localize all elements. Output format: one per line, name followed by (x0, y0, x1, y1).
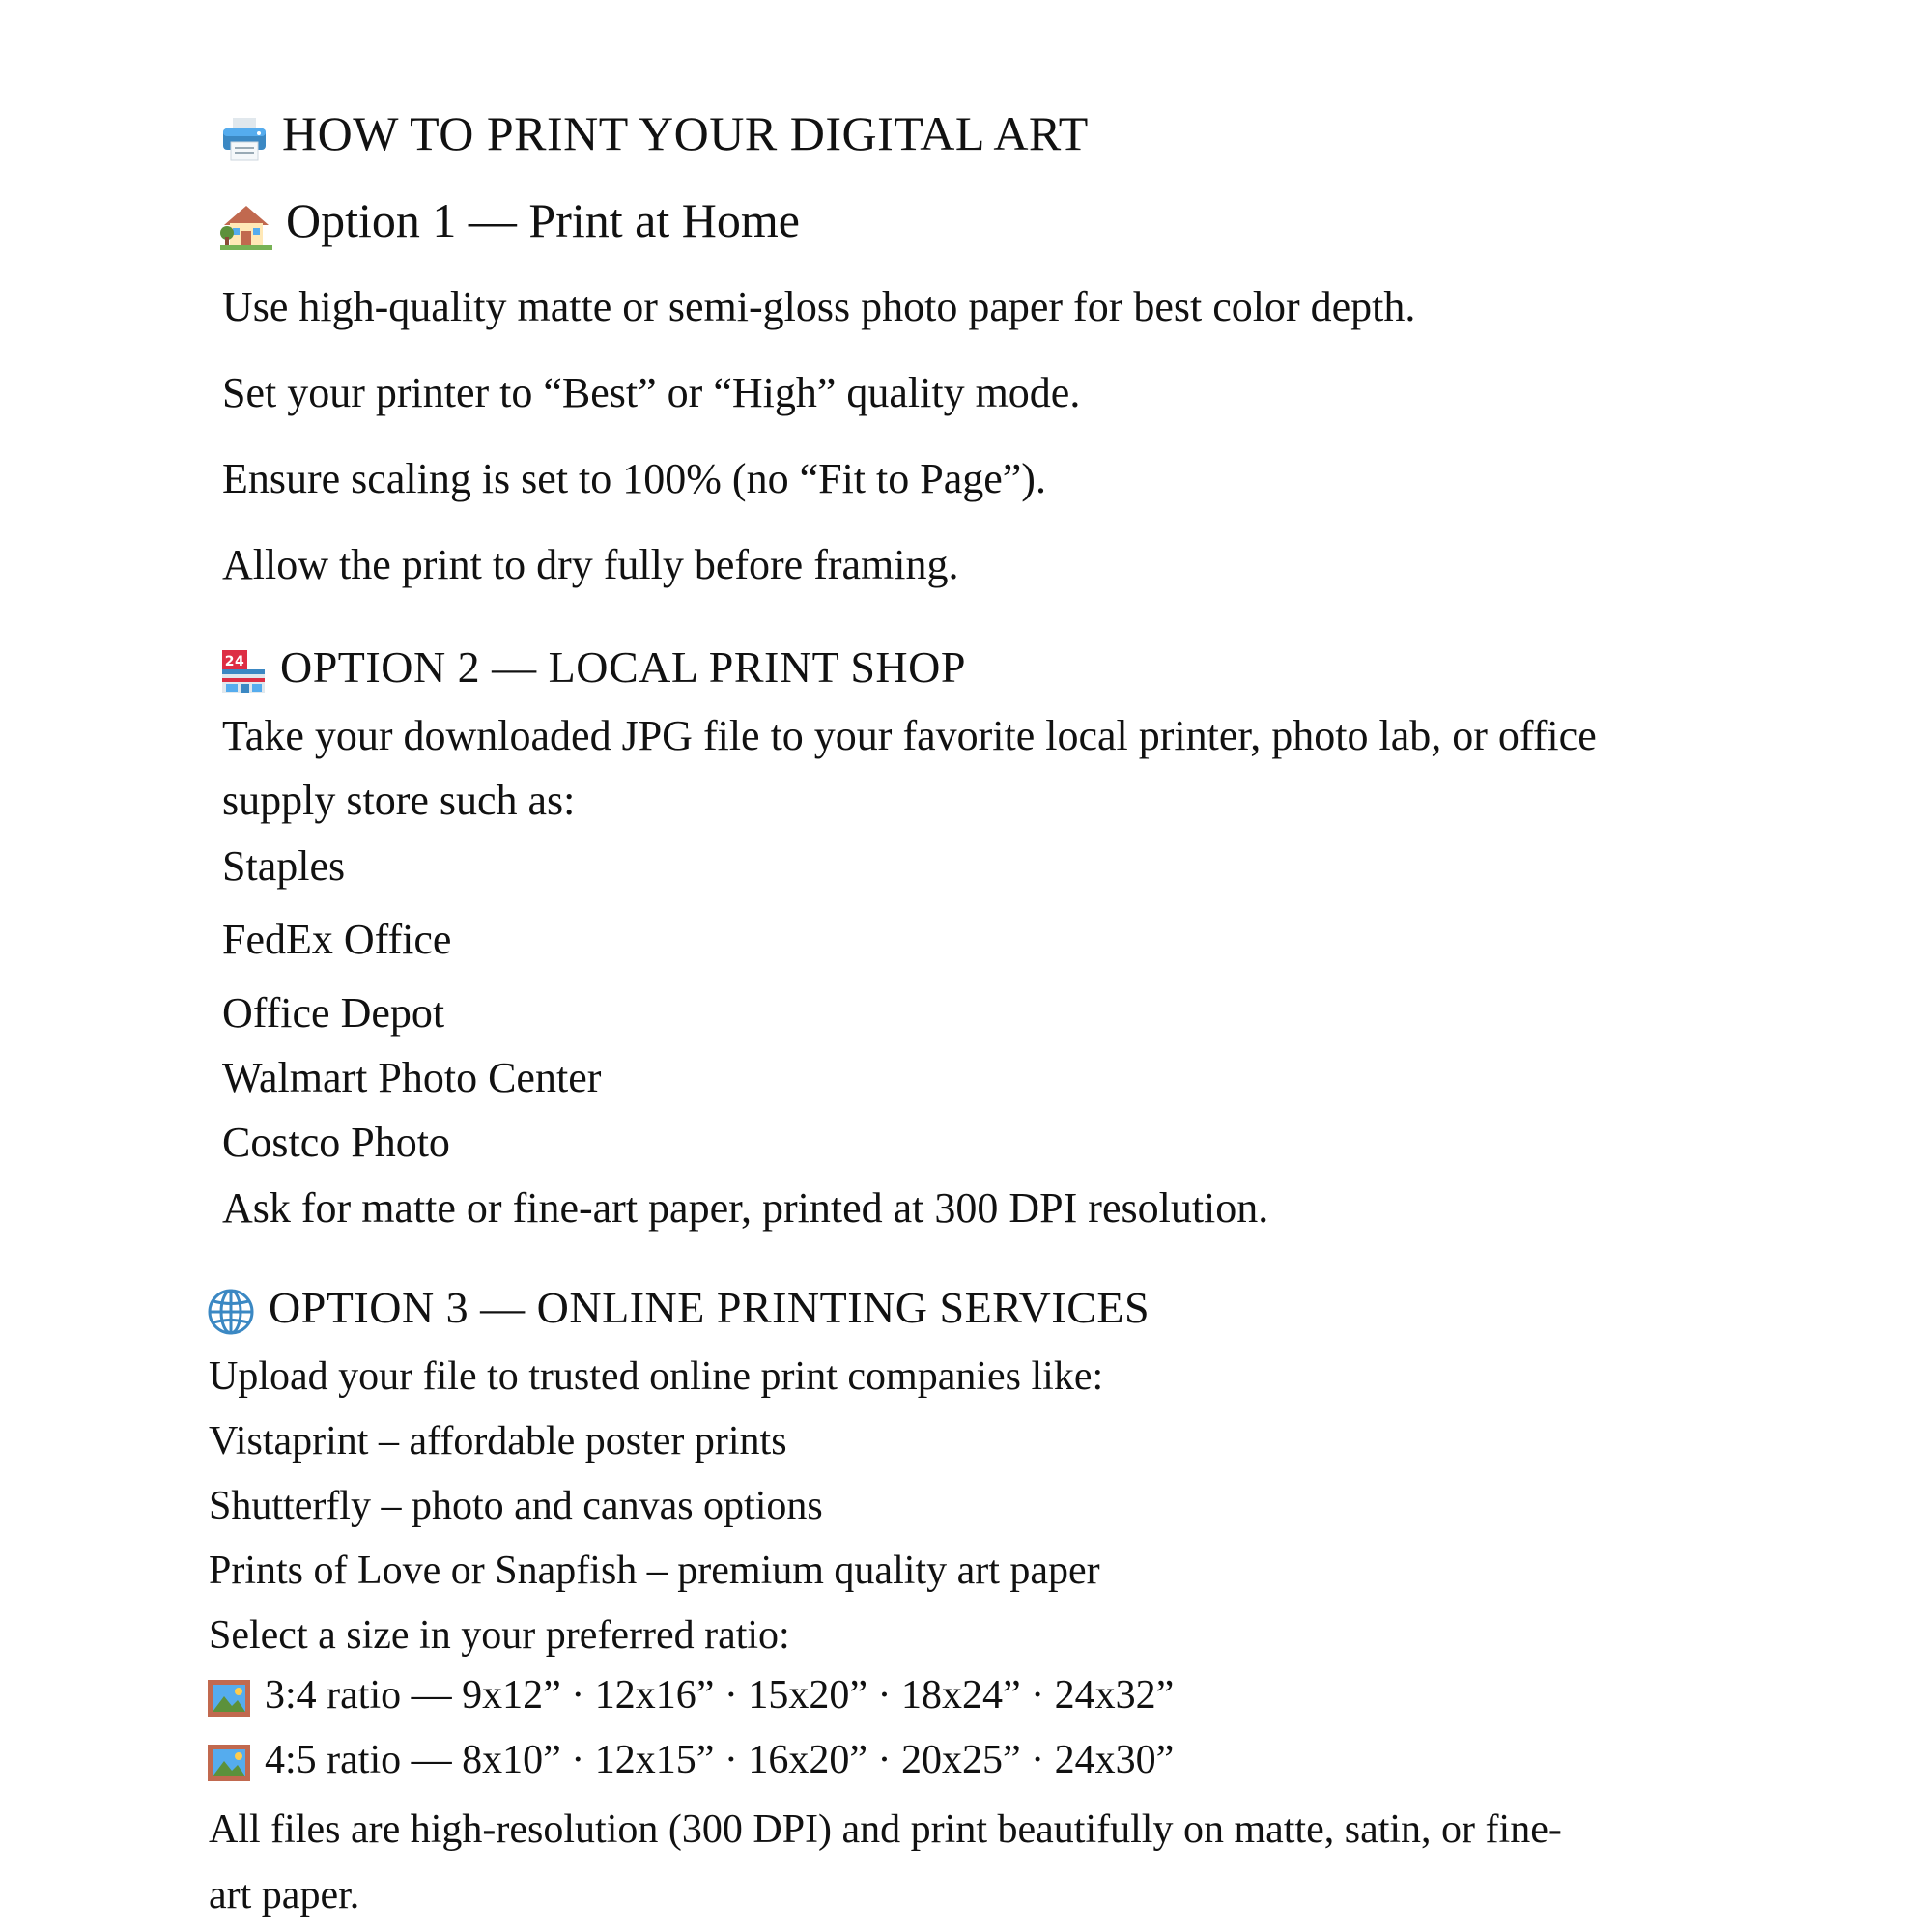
option3-footer-line1: All files are high-resolution (300 DPI) and print beautifully on matte, satin, or fine- (209, 1807, 1562, 1852)
option2-intro-line1: Take your downloaded JPG file to your favorite local printer, photo lab, or office (222, 712, 1597, 759)
option2-store-staples: Staples (222, 842, 346, 890)
option1-step-3: Ensure scaling is set to 100% (no “Fit to Page”). (222, 455, 1046, 502)
option2-heading: OPTION 2 — LOCAL PRINT SHOP (280, 642, 966, 692)
option3-size-prompt: Select a size in your preferred ratio: (209, 1613, 790, 1658)
option2-intro-line2: supply store such as: (222, 777, 576, 824)
svg-text:24: 24 (224, 654, 245, 670)
printer-icon (220, 115, 269, 163)
framed-picture-icon (207, 1744, 251, 1782)
option1-heading-row (220, 193, 800, 250)
option3-service-shutterfly: Shutterfly – photo and canvas options (209, 1484, 823, 1528)
page-title: HOW TO PRINT YOUR DIGITAL ART (282, 106, 1089, 160)
option2-store-office-depot: Office Depot (222, 989, 445, 1037)
option3-service-printsoflove: Prints of Love or Snapfish – premium quality art paper (209, 1548, 1100, 1593)
option3-ratio-4-5: 4:5 ratio — 8x10” · 12x15” · 16x20” · 20x25” · 24x30” (265, 1738, 1175, 1782)
option3-intro: Upload your file to trusted online print companies like: (209, 1354, 1104, 1399)
option2-note: Ask for matte or fine-art paper, printed at 300 DPI resolution. (222, 1184, 1269, 1232)
option1-step-1: Use high-quality matte or semi-gloss photo paper for best color depth. (222, 283, 1416, 330)
option1-heading: Option 1 — Print at Home (286, 193, 800, 247)
option2-heading-row (220, 642, 966, 695)
convenience-store-icon (220, 648, 267, 695)
option3-ratio-4-5-row (207, 1740, 1174, 1782)
option3-heading-row (207, 1283, 1151, 1336)
option2-store-walmart: Walmart Photo Center (222, 1054, 602, 1101)
option3-footer-line2: art paper. (209, 1873, 360, 1918)
option3-heading: OPTION 3 — ONLINE PRINTING SERVICES (269, 1283, 1151, 1332)
globe-icon (207, 1288, 255, 1336)
house-with-garden-icon (220, 202, 272, 250)
option3-service-vistaprint: Vistaprint – affordable poster prints (209, 1419, 787, 1463)
framed-picture-icon (207, 1679, 251, 1718)
option3-ratio-3-4: 3:4 ratio — 9x12” · 12x16” · 15x20” · 18x24” · 24x32” (265, 1673, 1175, 1718)
option1-step-2: Set your printer to “Best” or “High” quality mode. (222, 369, 1081, 416)
option2-store-fedex: FedEx Office (222, 916, 452, 963)
option1-step-4: Allow the print to dry fully before framing. (222, 541, 959, 588)
option2-store-costco: Costco Photo (222, 1119, 450, 1166)
option3-ratio-3-4-row (207, 1675, 1174, 1718)
page-title-row (220, 106, 1089, 163)
